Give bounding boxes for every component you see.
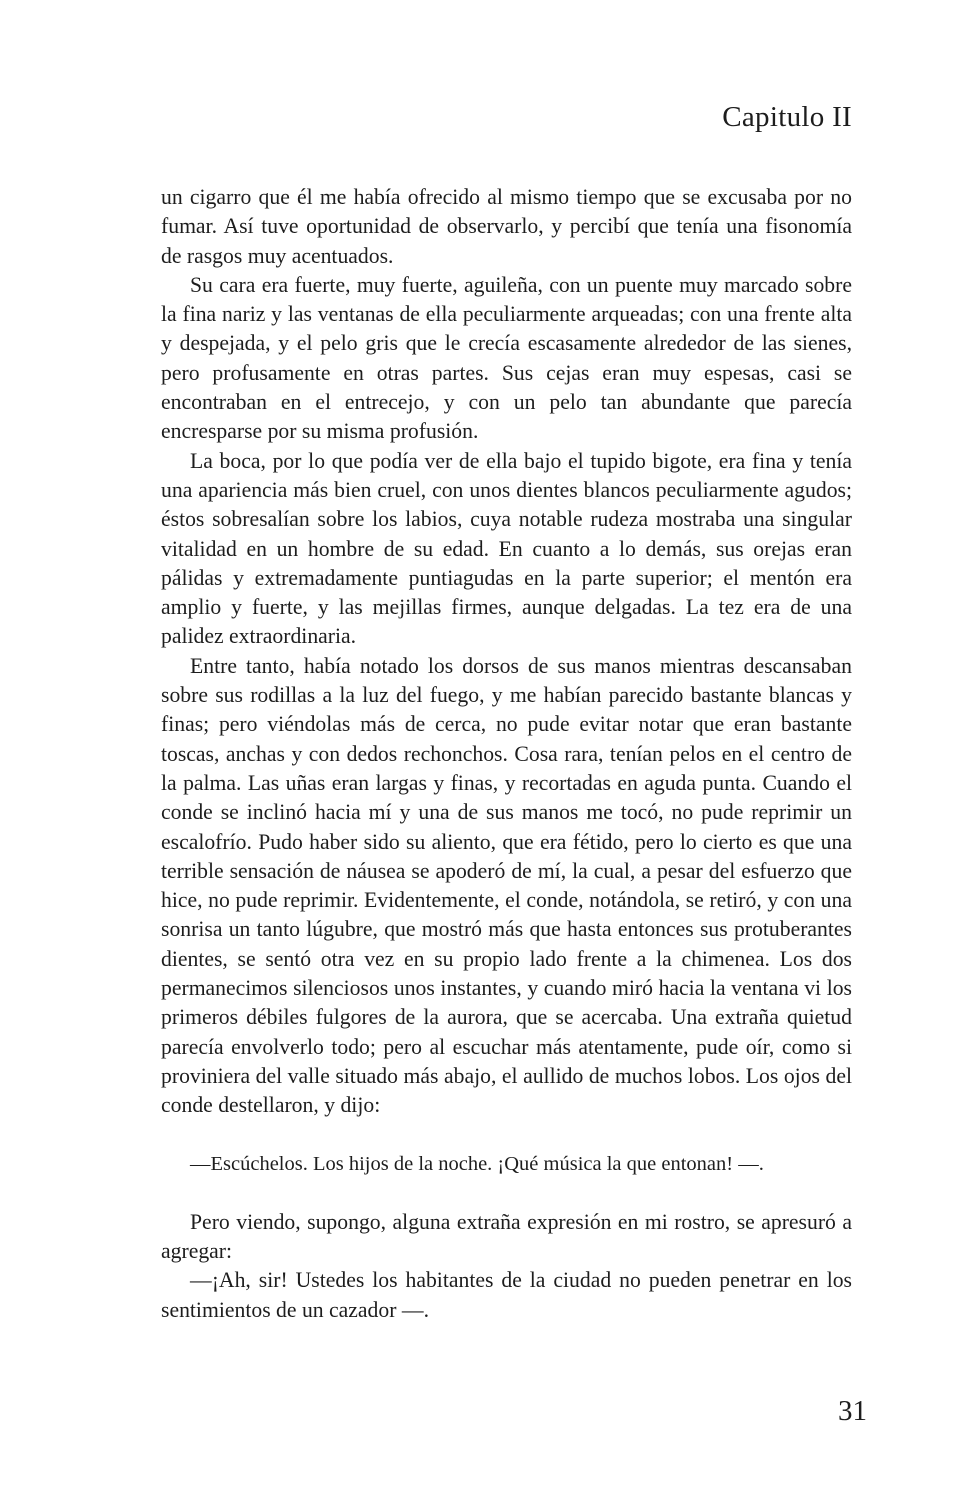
body-text <box>161 183 852 1325</box>
page-number: 31 <box>838 1395 867 1427</box>
paragraph-3: La boca, por lo que podía ver de ella bajo el tupido bigote, era fina y tenía una apariencia más bien cruel, con unos dientes blancos peculiarmente agudos; éstos sobresalían sobre los labios, cuya notable rudeza mostraba una singular vitalidad en un hombre de su edad. En cuanto a lo demás, sus orejas eran pálidas y extremadamente puntiagudas en la parte superior; el mentón era amplio y fuerte, y las mejillas firmes, aunque delgadas. La tez era de una palidez extraordinaria. <box>161 448 852 649</box>
dialogue-hunter: —¡Ah, sir! Ustedes los habitantes de la ciudad no pueden penetrar en los sentimientos de un cazador —. <box>161 1268 852 1322</box>
paragraph-1: un cigarro que él me había ofrecido al mismo tiempo que se excusaba por no fumar. Así tuve oportunidad de observarlo, y percibí que tenía una fisonomía de rasgos muy acentuados. <box>161 185 852 268</box>
chapter-title: Capitulo II <box>722 101 852 133</box>
paragraph-4: Entre tanto, había notado los dorsos de sus manos mientras descansaban sobre sus rodillas a la luz del fuego, y me habían parecido bastante blancas y finas; pero viéndolas más de cerca, no pude evitar notar que eran bastante toscas, anchas y con dedos rechonchos. Cosa rara, tenían pelos en el centro de la palma. Las uñas eran largas y finas, y recortadas en aguda punta. Cuando el conde se inclinó hacia mí y una de sus manos me tocó, no pude reprimir un escalofrío. Pudo haber sido su aliento, que era fétido, pero lo cierto es que una terrible sensación de náusea se apoderó de mí, la cual, a pesar del esfuerzo que hice, no pude reprimir. Evidentemente, el conde, notándola, se retiró, y con una sonrisa un tanto lúgubre, que mostró más que hasta entonces sus protuberantes dientes, se sentó otra vez en su propio lado frente a la chimenea. Los dos permanecimos silenciosos unos instantes, y cuando miró hacia la ventana vi los primeros débiles fulgores de la aurora, que se acercaba. Una extraña quietud parecía envolverlo todo; pero al escuchar más atentamente, pude oír, como si proviniera del valle situado más abajo, el aullido de muchos lobos. Los ojos del conde destellaron, y dijo: <box>161 653 852 1118</box>
dialogue-wolves: —Escúchelos. Los hijos de la noche. ¡Qué música la que entonan! —. <box>190 1152 764 1175</box>
paragraph-6: Pero viendo, supongo, alguna extraña expresión en mi rostro, se apresuró a agregar: <box>161 1209 852 1264</box>
paragraph-2: Su cara era fuerte, muy fuerte, aguileña, con un puente muy marcado sobre la fina nariz y las ventanas de ella peculiarmente arqueadas; con una frente alta y despejada, y el pelo gris que le crecía escasamente alrededor de las sienes, pero profusamente en otras partes. Sus cejas eran muy espesas, casi se encontraban en el entrecejo, y con un pelo tan abundante que parecía encresparse por su misma profusión. <box>161 272 852 444</box>
